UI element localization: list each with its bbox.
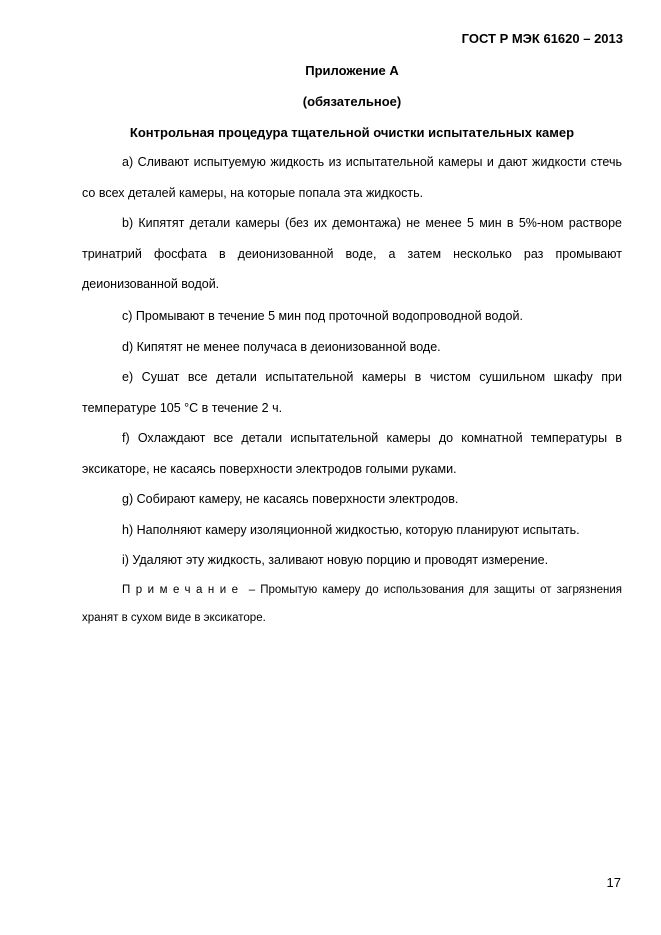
paragraph-c: c) Промывают в течение 5 мин под проточной водопроводной водой.	[122, 309, 523, 323]
note-text: – Промытую камеру до использования для защиты от загрязнения хранят в сухом виде в эксикаторе.	[82, 584, 622, 624]
document-standard-header: ГОСТ Р МЭК 61620 – 2013	[461, 31, 623, 46]
paragraph-a: а) Сливают испытуемую жидкость из испытательной камеры и дают жидкости стечь со всех деталей камеры, на которые попала эта жидкость.	[82, 155, 622, 200]
annex-heading: Контрольная процедура тщательной очистки испытательных камер	[129, 125, 575, 140]
paragraph-i: i) Удаляют эту жидкость, заливают новую порцию и проводят измерение.	[122, 553, 549, 567]
annex-status: (обязательное)	[302, 94, 402, 109]
note-block	[82, 576, 622, 632]
note-label: Примечание	[122, 584, 244, 596]
paragraph-d: d) Кипятят не менее получаса в деионизованной воде.	[122, 340, 441, 354]
paragraph-e: e) Сушат все детали испытательной камеры в чистом сушильном шкафу при температуре 105 °C в течение 2 ч.	[82, 370, 622, 415]
annex-title: Приложение А	[305, 63, 399, 78]
paragraph-f: f) Охлаждают все детали испытательной камеры до комнатной температуры в эксикаторе, не касаясь поверхности электродов голыми руками.	[82, 431, 622, 476]
paragraph-h: h) Наполняют камеру изоляционной жидкостью, которую планируют испытать.	[122, 523, 580, 537]
paragraph-g: g) Собирают камеру, не касаясь поверхности электродов.	[122, 492, 459, 506]
page-number: 17	[606, 875, 621, 890]
paragraph-b: b) Кипятят детали камеры (без их демонтажа) не менее 5 мин в 5%-ном растворе тринатрий фосфата в деионизованной воде, а затем несколько раз промывают деионизованной водой.	[82, 216, 622, 291]
